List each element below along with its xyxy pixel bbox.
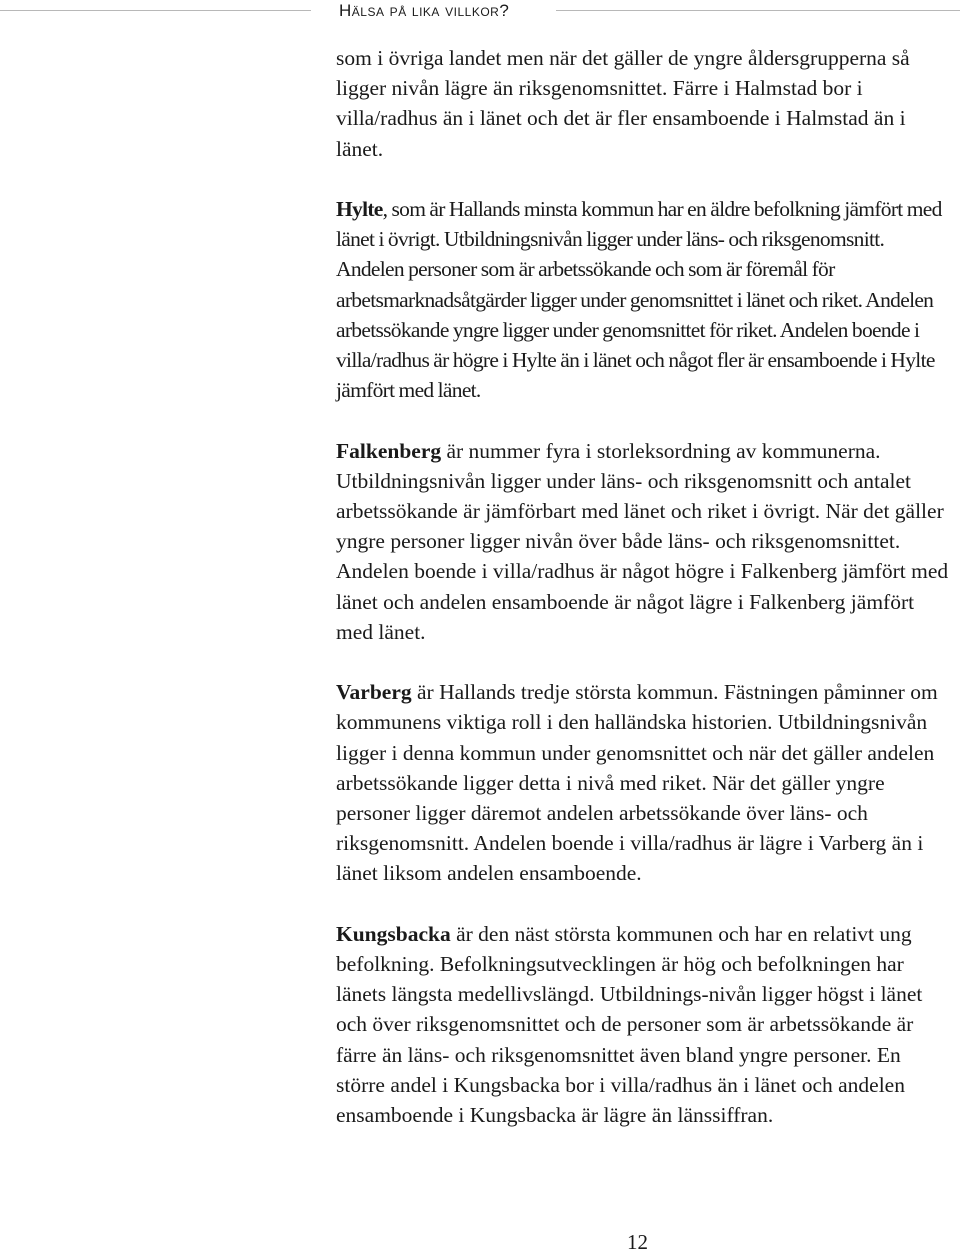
paragraph-hylte	[336, 194, 952, 405]
paragraph-text: , som är Hallands minsta kommun har en äldre befolkning jämfört med länet i övrigt. Utbildningsnivån ligger under läns- och riksgenomsnitt. Andelen personer som är arbetssökande och som är föremål för arbetsmarknadsåtgärder ligger under genomsnittet i länet och riket. Andelen arbetssökande yngre ligger under genomsnittet för riket. Andelen boende i villa/radhus är högre i Hylte än i länet och något fler är ensamboende i Hylte jämfört med länet.	[336, 197, 942, 403]
running-title: Hälsa på lika villkor?	[339, 1, 510, 20]
paragraph-text: som i övriga landet men när det gäller de yngre åldersgrupperna så ligger nivån lägre än riksgenomsnittet. Färre i Halmstad bor i villa/radhus än i länet och det är fler ensamboende i Halmstad än i länet.	[336, 46, 910, 161]
paragraph-lead: Varberg	[336, 680, 412, 705]
paragraph-lead: Kungsbacka	[336, 921, 451, 946]
page-header	[0, 0, 960, 30]
paragraph-kungsbacka	[336, 919, 952, 1130]
paragraph-halmstad-continued	[336, 43, 952, 164]
paragraph-lead: Falkenberg	[336, 438, 442, 463]
paragraph-text: är Hallands tredje största kommun. Fästningen påminner om kommunens viktiga roll i den halländska historien. Utbildningsnivån ligger i denna kommun under genomsnittet och när det gäller andelen arbetssökande ligger detta i nivå med riket. När det gäller yngre personer ligger däremot andelen arbetssökande över läns- och riksgenomsnitt. Andelen boende i villa/radhus är lägre i Varberg än i länet liksom andelen ensamboende.	[336, 680, 938, 886]
body-text	[336, 43, 952, 1130]
paragraph-text: är den näst största kommunen och har en relativt ung befolkning. Befolkningsutvecklingen är hög och befolkningen har länets längsta medellivslängd. Utbildnings-nivån ligger högst i länet och över riksgenomsnittet och de personer som är arbetssökande är färre än läns- och riksgenomsnittet även bland yngre personer. En större andel i Kungsbacka bor i villa/radhus än i länet och andelen ensamboende i Kungsbacka är lägre än länssiffran.	[336, 921, 923, 1128]
paragraph-lead: Hylte	[336, 197, 383, 221]
page-number: 12	[627, 1230, 648, 1254]
paragraph-text: är nummer fyra i storleksordning av kommunerna. Utbildningsnivån ligger under läns- och riksgenomsnitt och antalet arbetssökande är jämförbart med länet och riket i övrigt. När det gäller yngre personer ligger nivån över både läns- och riksgenomsnittet. Andelen boende i villa/radhus är något högre i Falkenberg jämfört med länet och andelen ensamboende är något lägre i Falkenberg jämfört med länet.	[336, 438, 949, 644]
header-rule-left	[0, 10, 311, 11]
paragraph-falkenberg	[336, 436, 952, 647]
header-rule-right	[556, 10, 960, 11]
paragraph-varberg	[336, 677, 952, 888]
